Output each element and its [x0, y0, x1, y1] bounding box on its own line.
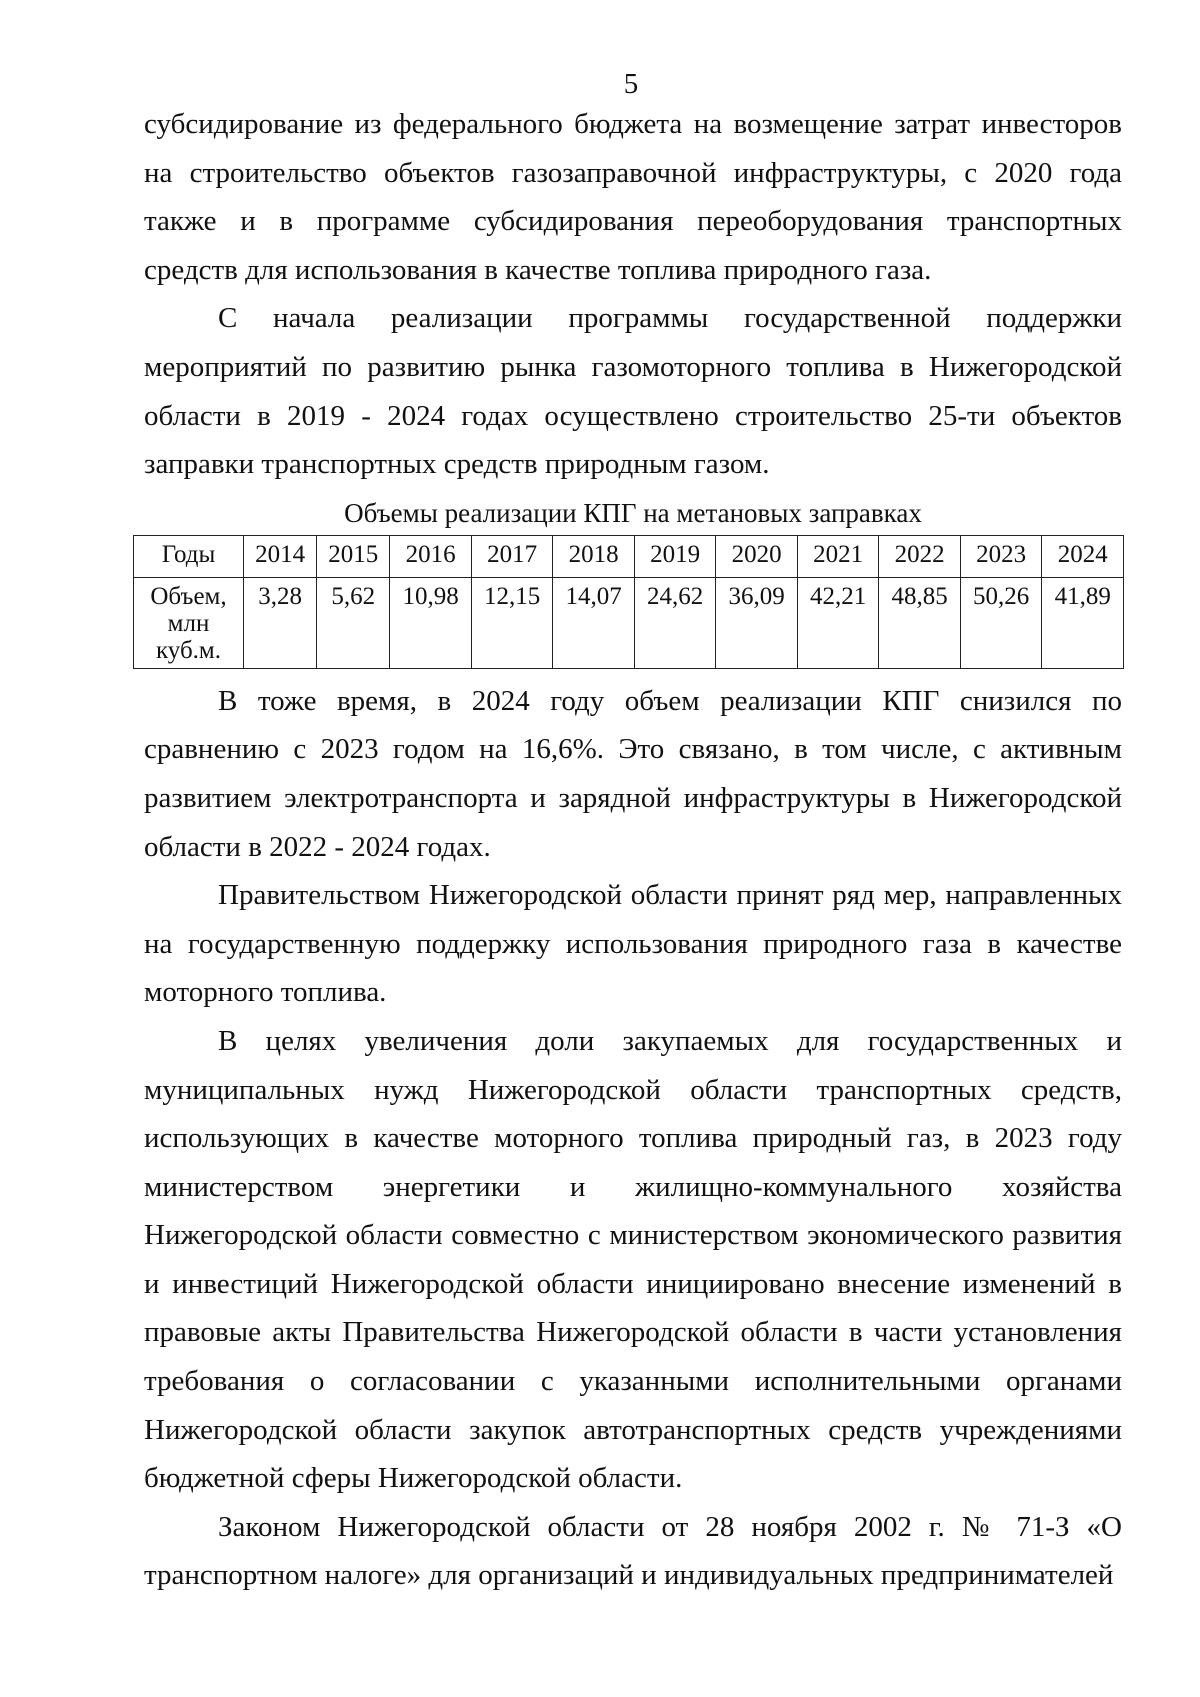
year-cell: 2021 — [797, 535, 879, 577]
value-cell: 3,28 — [244, 577, 317, 668]
year-cell: 2022 — [879, 535, 961, 577]
year-cell: 2015 — [317, 535, 390, 577]
value-cell: 10,98 — [390, 577, 472, 668]
table-caption: Объемы реализации КПГ на метановых заправках — [344, 497, 922, 528]
value-cell: 36,09 — [716, 577, 798, 668]
value-cell: 5,62 — [317, 577, 390, 668]
header-label-cell: Годы — [134, 535, 244, 577]
table-row — [134, 577, 1124, 668]
paragraph-4: Правительством Нижегородской области принят ряд мер, направленных на государственную поддержку использования природного газа в качестве моторного топлива. — [144, 879, 1122, 1009]
document-body — [144, 100, 1122, 1600]
table-header-row — [134, 535, 1124, 577]
value-cell: 14,07 — [553, 577, 635, 668]
year-cell: 2014 — [244, 535, 317, 577]
year-cell: 2018 — [553, 535, 635, 577]
value-cell: 24,62 — [634, 577, 716, 668]
paragraph-5: В целях увеличения доли закупаемых для государственных и муниципальных нужд Нижегородской области транспортных средств, использующих в качестве моторного топлива природный газ, в 2023 году министерством энергетики и жилищно-коммунального хозяйства Нижегородской области совместно с министерством экономического развития и инвестиций Нижегородской области инициировано внесение изменений в правовые акты Правительства Нижегородской области в части установления требования о согласовании с указанными исполнительными органами Нижегородской области закупок автотранспортных средств учреждениями бюджетной сферы Нижегородской области. — [144, 1024, 1122, 1495]
page-number: 5 — [623, 68, 639, 100]
value-cell: 41,89 — [1042, 577, 1124, 668]
paragraph-1: субсидирование из федерального бюджета на возмещение затрат инвесторов на строительство объектов газозаправочной инфраструктуры, с 2020 года также и в программе субсидирования переоборудования транспортных средств для использования в качестве топлива природного газа. — [144, 108, 1122, 286]
paragraph-6: Законом Нижегородской области от 28 ноября 2002 г. № 71-З «О транспортном налоге» для организаций и индивидуальных предпринимателей — [144, 1510, 1122, 1592]
value-cell: 50,26 — [960, 577, 1042, 668]
row-label-cell: Объем, млн куб.м. — [134, 577, 244, 668]
year-cell: 2017 — [471, 535, 553, 577]
year-cell: 2023 — [960, 535, 1042, 577]
year-cell: 2019 — [634, 535, 716, 577]
year-cell: 2020 — [716, 535, 798, 577]
kpg-volume-table — [133, 535, 1124, 669]
paragraph-2: С начала реализации программы государственной поддержки мероприятий по развитию рынка газомоторного топлива в Нижегородской области в 2019 - 2024 годах осуществлено строительство 25-ти объектов заправки транспортных средств природным газом. — [144, 302, 1122, 481]
value-cell: 12,15 — [471, 577, 553, 668]
value-cell: 42,21 — [797, 577, 879, 668]
year-cell: 2024 — [1042, 535, 1124, 577]
paragraph-3: В тоже время, в 2024 году объем реализации КПГ снизился по сравнению с 2023 годом на 16,6%. Это связано, в том числе, с активным развитием электротранспорта и зарядной инфраструктуры в Нижегородской области в 2022 - 2024 годах. — [144, 684, 1122, 863]
year-cell: 2016 — [390, 535, 472, 577]
value-cell: 48,85 — [879, 577, 961, 668]
